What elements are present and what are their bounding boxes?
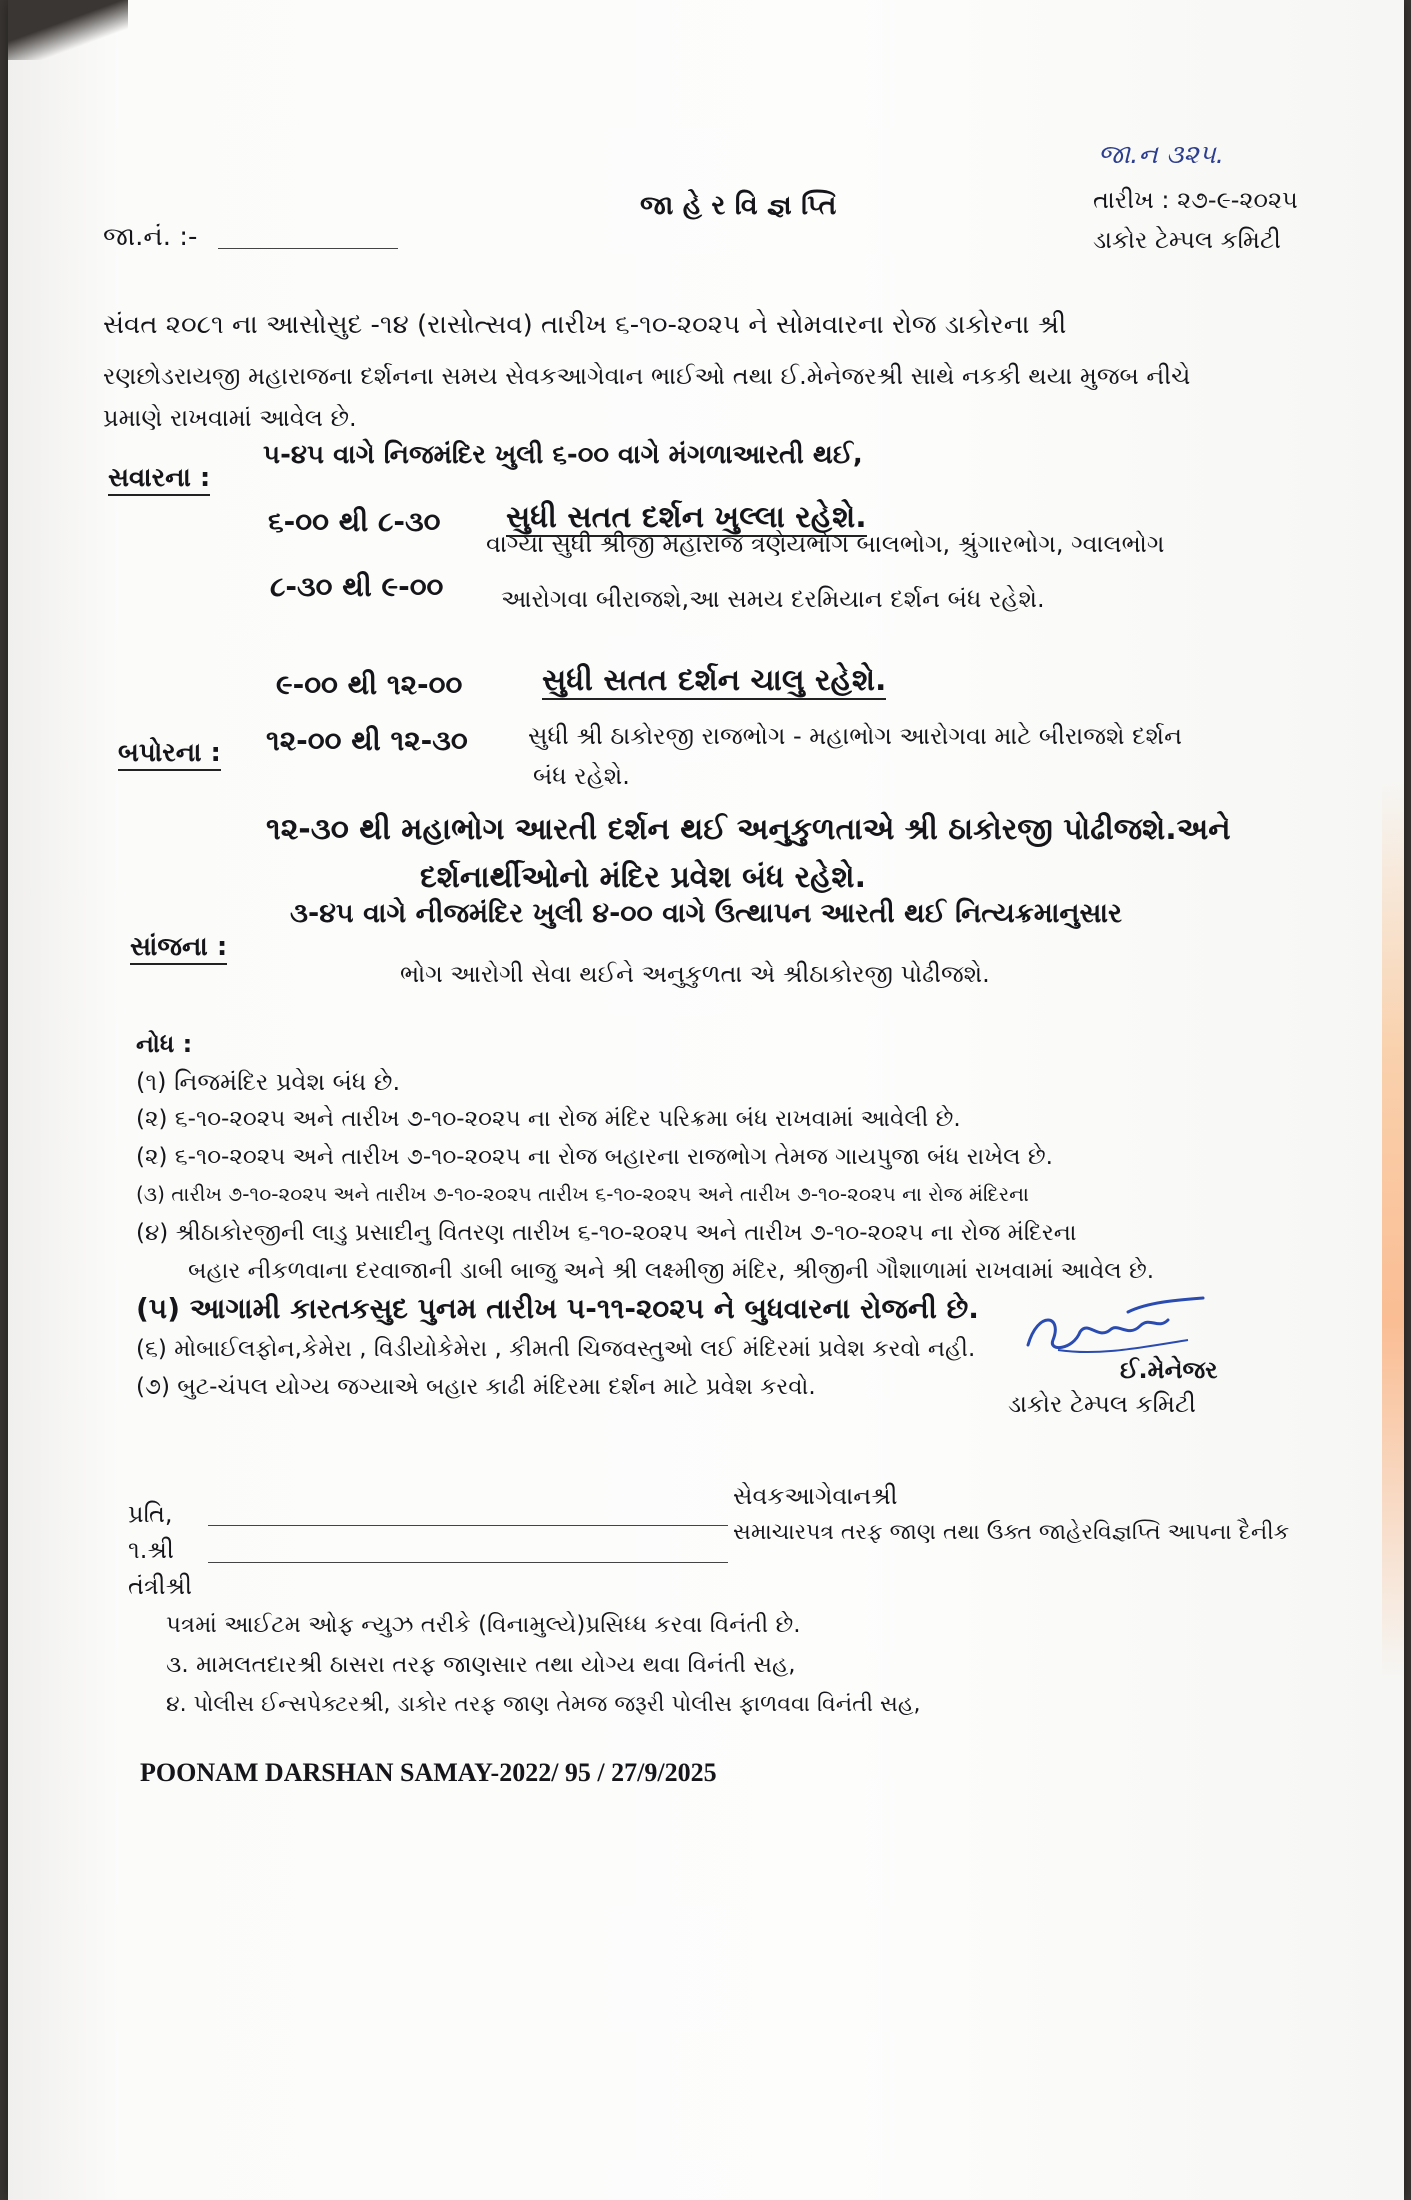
footer-reference-code: POONAM DARSHAN SAMAY-2022/ 95 / 27/9/2025 bbox=[140, 1758, 717, 1787]
morning-line-2-text: સુધી સતત દર્શન ખુલ્લા રહેશે. bbox=[506, 500, 867, 535]
evening-line-2: ભોગ આરોગી સેવા થઈને અનુકુળતા એ શ્રીઠાકોરજી પોઢીજશે. bbox=[400, 960, 990, 988]
morning-label: સવારના : bbox=[108, 463, 210, 496]
manager-title: ઈ.મેનેજર bbox=[1120, 1356, 1218, 1384]
intro-line-3: પ્રમાણે રાખવામાં આવેલ છે. bbox=[103, 404, 357, 432]
noon-line-2a: ૧૨-૩૦ થી મહાભોગ આરતી દર્શન થઈ અનુકુળતાએ શ્રી ઠાકોરજી પોઢીજશે.અને bbox=[266, 812, 1231, 847]
handwritten-reference: જા.ન ૩૨૫. bbox=[1098, 140, 1224, 170]
noon-line-1-text2: બંધ રહેશે. bbox=[533, 762, 630, 790]
note-6: (૬) મોબાઈલફોન,કેમેરા , વિડીયોકેમેરા , કીમતી ચિજવસ્તુઓ લઈ મંદિરમાં પ્રવેશ કરવો નહી. bbox=[136, 1336, 976, 1362]
jan-number-blank bbox=[218, 248, 398, 249]
intro-line-1: સંવત ૨૦૮૧ ના આસોસુદ -૧૪ (રાસોત્સવ) તારીખ ૬-૧૦-૨૦૨૫ ને સોમવારના રોજ ડાકોરના શ્રી bbox=[103, 310, 1067, 340]
note-1: (૧) નિજમંદિર પ્રવેશ બંધ છે. bbox=[136, 1068, 401, 1096]
document-page bbox=[8, 0, 1404, 2200]
document-title: જા હે ર વિ જ્ઞ પ્તિ bbox=[640, 190, 837, 221]
note-2b: (૨) ૬-૧૦-૨૦૨૫ અને તારીખ ૭-૧૦-૨૦૨૫ ના રોજ બહારના રાજભોગ તેમજ ગાયપુજા બંધ રાખેલ છે. bbox=[136, 1144, 1053, 1170]
noon-line-2b: દર્શનાર્થીઓનો મંદિર પ્રવેશ બંધ રહેશે. bbox=[420, 860, 866, 895]
morning-line-2-time: ૬-૦૦ થી ૮-૩૦ bbox=[268, 505, 441, 538]
committee-name: ડાકોર ટેમ્પલ કમિટી bbox=[1093, 226, 1281, 254]
dist-line-c: ૪. પોલીસ ઈન્સપેક્ટરશ્રી, ડાકોર તરફ જાણ તેમજ જરૂરી પોલીસ ફાળવવા વિનંતી સહ, bbox=[166, 1692, 921, 1717]
intro-line-2: રણછોડરાયજી મહારાજના દર્શનના સમય સેવકઆગેવાન ભાઈઓ તથા ઈ.મેનેજરશ્રી સાથે નકકી થયા મુજબ નીચે bbox=[103, 362, 1191, 390]
manager-org: ડાકોર ટેમ્પલ કમિટી bbox=[1008, 1390, 1196, 1418]
note-3: (૩) તારીખ ૭-૧૦-૨૦૨૫ અને તારીખ ૭-૧૦-૨૦૨૫ તારીખ ૬-૧૦-૨૦૨૫ અને તારીખ ૭-૧૦-૨૦૨૫ ના રોજ મંદિરના bbox=[136, 1182, 1029, 1206]
note-2a: (૨) ૬-૧૦-૨૦૨૫ અને તારીખ ૭-૧૦-૨૦૨૫ ના રોજ મંદિર પરિક્રમા બંધ રાખવામાં આવેલી છે. bbox=[136, 1106, 961, 1132]
dist-shri: ૧.શ્રી bbox=[128, 1536, 174, 1564]
dist-line-b: ૩. મામલતદારશ્રી ઠાસરા તરફ જાણસાર તથા યોગ્ય થવા વિનંતી સહ, bbox=[166, 1652, 796, 1678]
dist-shri-line bbox=[208, 1562, 728, 1563]
evening-label: સાંજના : bbox=[130, 932, 227, 965]
note-5: (૫) આગામી કારતકસુદ પુનમ તારીખ ૫-૧૧-૨૦૨૫ ને બુધવારના રોજની છે. bbox=[136, 1292, 979, 1325]
note-7: (૭) બુટ-ચંપલ યોગ્ય જગ્યાએ બહાર કાઢી મંદિરમા દર્શન માટે પ્રવેશ કરવો. bbox=[136, 1374, 816, 1400]
dist-right-2: સમાચારપત્ર તરફ જાણ તથા ઉક્ત જાહેરવિજ્ઞપ્તિ આપના દૈનીક bbox=[733, 1520, 1290, 1545]
dist-right-1: સેવકઆગેવાનશ્રી bbox=[733, 1482, 898, 1510]
morning-line-3-text2: આરોગવા બીરાજશે,આ સમય દરમિયાન દર્શન બંધ રહેશે. bbox=[501, 585, 1045, 613]
dist-line-a: પત્રમાં આઈટમ ઓફ ન્યુઝ તરીકે (વિનામુલ્યે)પ્રસિધ્ધ કરવા વિનંતી છે. bbox=[166, 1612, 801, 1638]
note-4b: બહાર નીકળવાના દરવાજાની ડાબી બાજુ અને શ્રી લક્ષ્મીજી મંદિર, શ્રીજીની ગૌશાળામાં રાખવામાં આવેલ છે. bbox=[188, 1258, 1155, 1284]
noon-line-1-text: સુધી શ્રી ઠાકોરજી રાજભોગ - મહાભોગ આરોગવા માટે બીરાજશે દર્શન bbox=[528, 722, 1182, 750]
dist-prati-line bbox=[208, 1525, 728, 1526]
notes-label: નોધ : bbox=[136, 1030, 193, 1058]
date-label: તારીખ : ૨૭-૯-૨૦૨૫ bbox=[1093, 186, 1298, 214]
morning-line-3-time: ૮-૩૦ થી ૯-૦૦ bbox=[270, 570, 444, 603]
page-fold-shadow bbox=[8, 0, 128, 60]
morning-line-1: ૫-૪૫ વાગે નિજમંદિર ખુલી ૬-૦૦ વાગે મંગળાઆરતી થઈ, bbox=[263, 440, 863, 470]
morning-line-3-text: વાગ્યા સુધી શ્રીજી મહારાજ ત્રણેયભોગ બાલભોગ, શ્રુંગારભોગ, ગ્વાલભોગ bbox=[486, 530, 1165, 558]
dist-tantri: તંત્રીશ્રી bbox=[128, 1572, 192, 1600]
noon-line-1-time: ૧૨-૦૦ થી ૧૨-૩૦ bbox=[266, 724, 468, 757]
evening-line-1: ૩-૪૫ વાગે નીજમંદિર ખુલી ૪-૦૦ વાગે ઉત્થાપન આરતી થઈ નિત્યક્રમાનુસાર bbox=[290, 898, 1122, 929]
morning-line-4-text: સુધી સતત દર્શન ચાલુ રહેશે. bbox=[542, 663, 887, 698]
jan-number-label: જા.નં. :- bbox=[103, 222, 198, 252]
note-4a: (૪) શ્રીઠાકોરજીની લાડુ પ્રસાદીનુ વિતરણ તારીખ ૬-૧૦-૨૦૨૫ અને તારીખ ૭-૧૦-૨૦૨૫ ના રોજ મંદિરના bbox=[136, 1220, 1077, 1246]
edge-glare bbox=[1382, 780, 1404, 1680]
morning-line-4-time: ૯-૦૦ થી ૧૨-૦૦ bbox=[276, 668, 463, 701]
noon-label: બપોરના : bbox=[118, 738, 221, 771]
dist-prati: પ્રતિ, bbox=[128, 1500, 173, 1528]
